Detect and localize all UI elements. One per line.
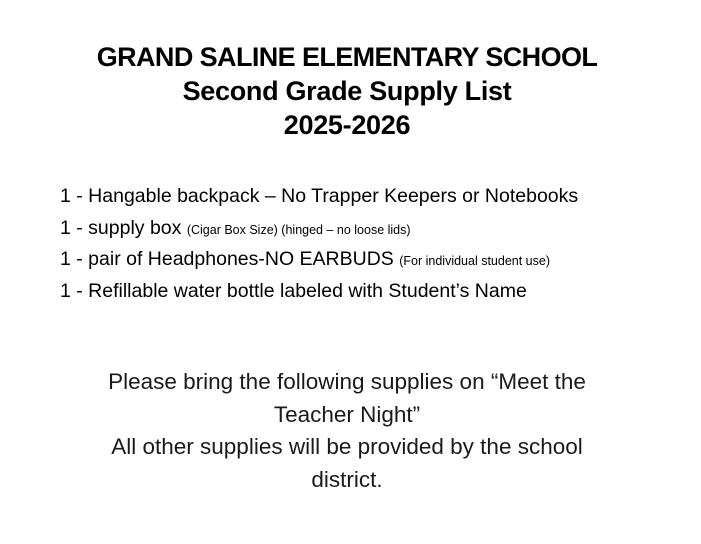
supply-item-text: 1 - supply box (60, 216, 187, 239)
supply-list-title: Second Grade Supply List (182, 76, 512, 106)
supply-item-note: (For individual student use) (399, 254, 551, 268)
district-supplies-notice: All other supplies will be provided by the school district. (111, 434, 583, 492)
supply-list (60, 182, 680, 308)
supply-item-note: (Cigar Box Size) (hinged – no loose lids) (186, 222, 411, 237)
list-item (60, 214, 680, 246)
school-year: 2025-2026 (283, 110, 411, 140)
list-item (60, 182, 680, 214)
list-item (60, 277, 680, 309)
notice-block (0, 366, 694, 496)
supply-item-text: 1 - Hangable backpack – No Trapper Keepers or Notebooks (60, 185, 579, 207)
meet-teacher-notice: Please bring the following supplies on “Meet the Teacher Night” (108, 369, 586, 427)
document-header (0, 40, 694, 142)
list-item (60, 245, 680, 277)
supply-item-text: 1 - pair of Headphones-NO EARBUDS (60, 248, 400, 270)
school-name: GRAND SALINE ELEMENTARY SCHOOL (96, 42, 598, 72)
supply-item-text: 1 - Refillable water bottle labeled with Student’s Name (60, 279, 527, 302)
